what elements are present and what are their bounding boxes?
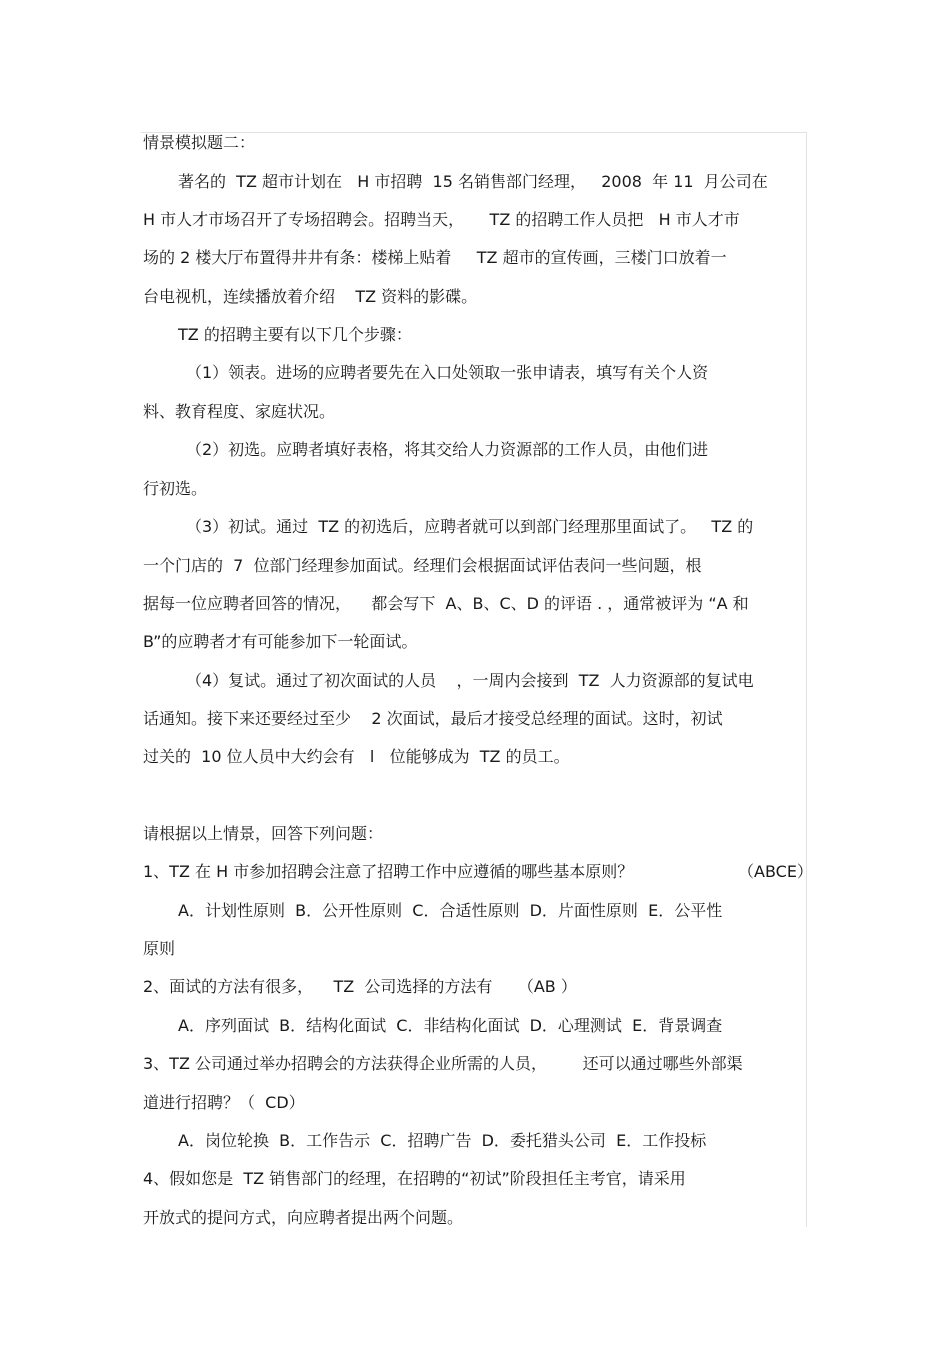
step-3-line-4: B”的应聘者才有可能参加下一轮面试。 <box>143 632 418 651</box>
step-2-line-1: （2）初选。应聘者填好表格，将其交给人力资源部的工作人员，由他们进 <box>186 440 709 459</box>
intro-line-3: 场的 2 楼大厅布置得井井有条：楼梯上贴着 TZ 超市的宣传画，三楼门口放着一 <box>143 248 727 267</box>
question-4-text-line-1: 4、假如您是 TZ 销售部门的经理，在招聘的“初试”阶段担任主考官，请采用 <box>143 1169 686 1188</box>
step-4-line-2: 话通知。接下来还要经过至少 2 次面试，最后才接受总经理的面试。这时，初试 <box>143 709 723 728</box>
question-1-answer: （ABCE） <box>738 862 813 881</box>
step-1-line-1: （1）领表。进场的应聘者要先在入口处领取一张申请表，填写有关个人资 <box>186 363 709 382</box>
question-2-text: 2、面试的方法有很多， TZ 公司选择的方法有 （AB ） <box>143 977 577 996</box>
step-2-line-2: 行初选。 <box>143 479 208 498</box>
steps-intro: TZ 的招聘主要有以下几个步骤： <box>178 325 412 344</box>
step-3-line-1: （3）初试。通过 TZ 的初选后，应聘者就可以到部门经理那里面试了。 TZ 的 <box>186 517 754 536</box>
step-4-line-1: （4）复试。通过了初次面试的人员 ，一周内会接到 TZ 人力资源部的复试电 <box>186 671 754 690</box>
document-heading: 情景模拟题二： <box>143 133 256 152</box>
intro-line-2: H 市人才市场召开了专场招聘会。招聘当天， TZ 的招聘工作人员把 H 市人才市 <box>143 210 740 229</box>
intro-line-1: 著名的 TZ 超市计划在 H 市招聘 15 名销售部门经理， 2008 年 11 月公司在 <box>178 172 768 191</box>
step-3-line-3: 据每一位应聘者回答的情况， 都会写下 A、B、C、D 的评语 . ，通常被评为 “A 和 <box>143 594 749 613</box>
question-3-options: A．岗位轮换 B．工作告示 C．招聘广告 D．委托猎头公司 E．工作投标 <box>178 1131 707 1150</box>
step-3-line-2: 一个门店的 7 位部门经理参加面试。经理们会根据面试评估表问一些问题，根 <box>143 556 702 575</box>
question-2-options: A．序列面试 B．结构化面试 C．非结构化面试 D．心理测试 E．背景调查 <box>178 1016 723 1035</box>
question-1-options-line-2: 原则 <box>143 939 176 958</box>
question-1-options-line-1: A．计划性原则 B．公开性原则 C．合适性原则 D．片面性原则 E．公平性 <box>178 901 723 920</box>
question-4-text-line-2: 开放式的提问方式，向应聘者提出两个问题。 <box>143 1208 464 1227</box>
intro-line-4: 台电视机，连续播放着介绍 TZ 资料的影碟。 <box>143 287 478 306</box>
question-3-text-line-1: 3、TZ 公司通过举办招聘会的方法获得企业所需的人员， 还可以通过哪些外部渠 <box>143 1054 743 1073</box>
questions-prompt: 请根据以上情景，回答下列问题： <box>143 824 384 843</box>
step-4-line-3: 过关的 10 位人员中大约会有 l 位能够成为 TZ 的员工。 <box>143 747 570 766</box>
question-3-text-line-2: 道进行招聘？（ CD） <box>143 1093 305 1112</box>
step-1-line-2: 料、教育程度、家庭状况。 <box>143 402 336 421</box>
question-1-text: 1、TZ 在 H 市参加招聘会注意了招聘工作中应遵循的哪些基本原则？ <box>143 862 634 881</box>
